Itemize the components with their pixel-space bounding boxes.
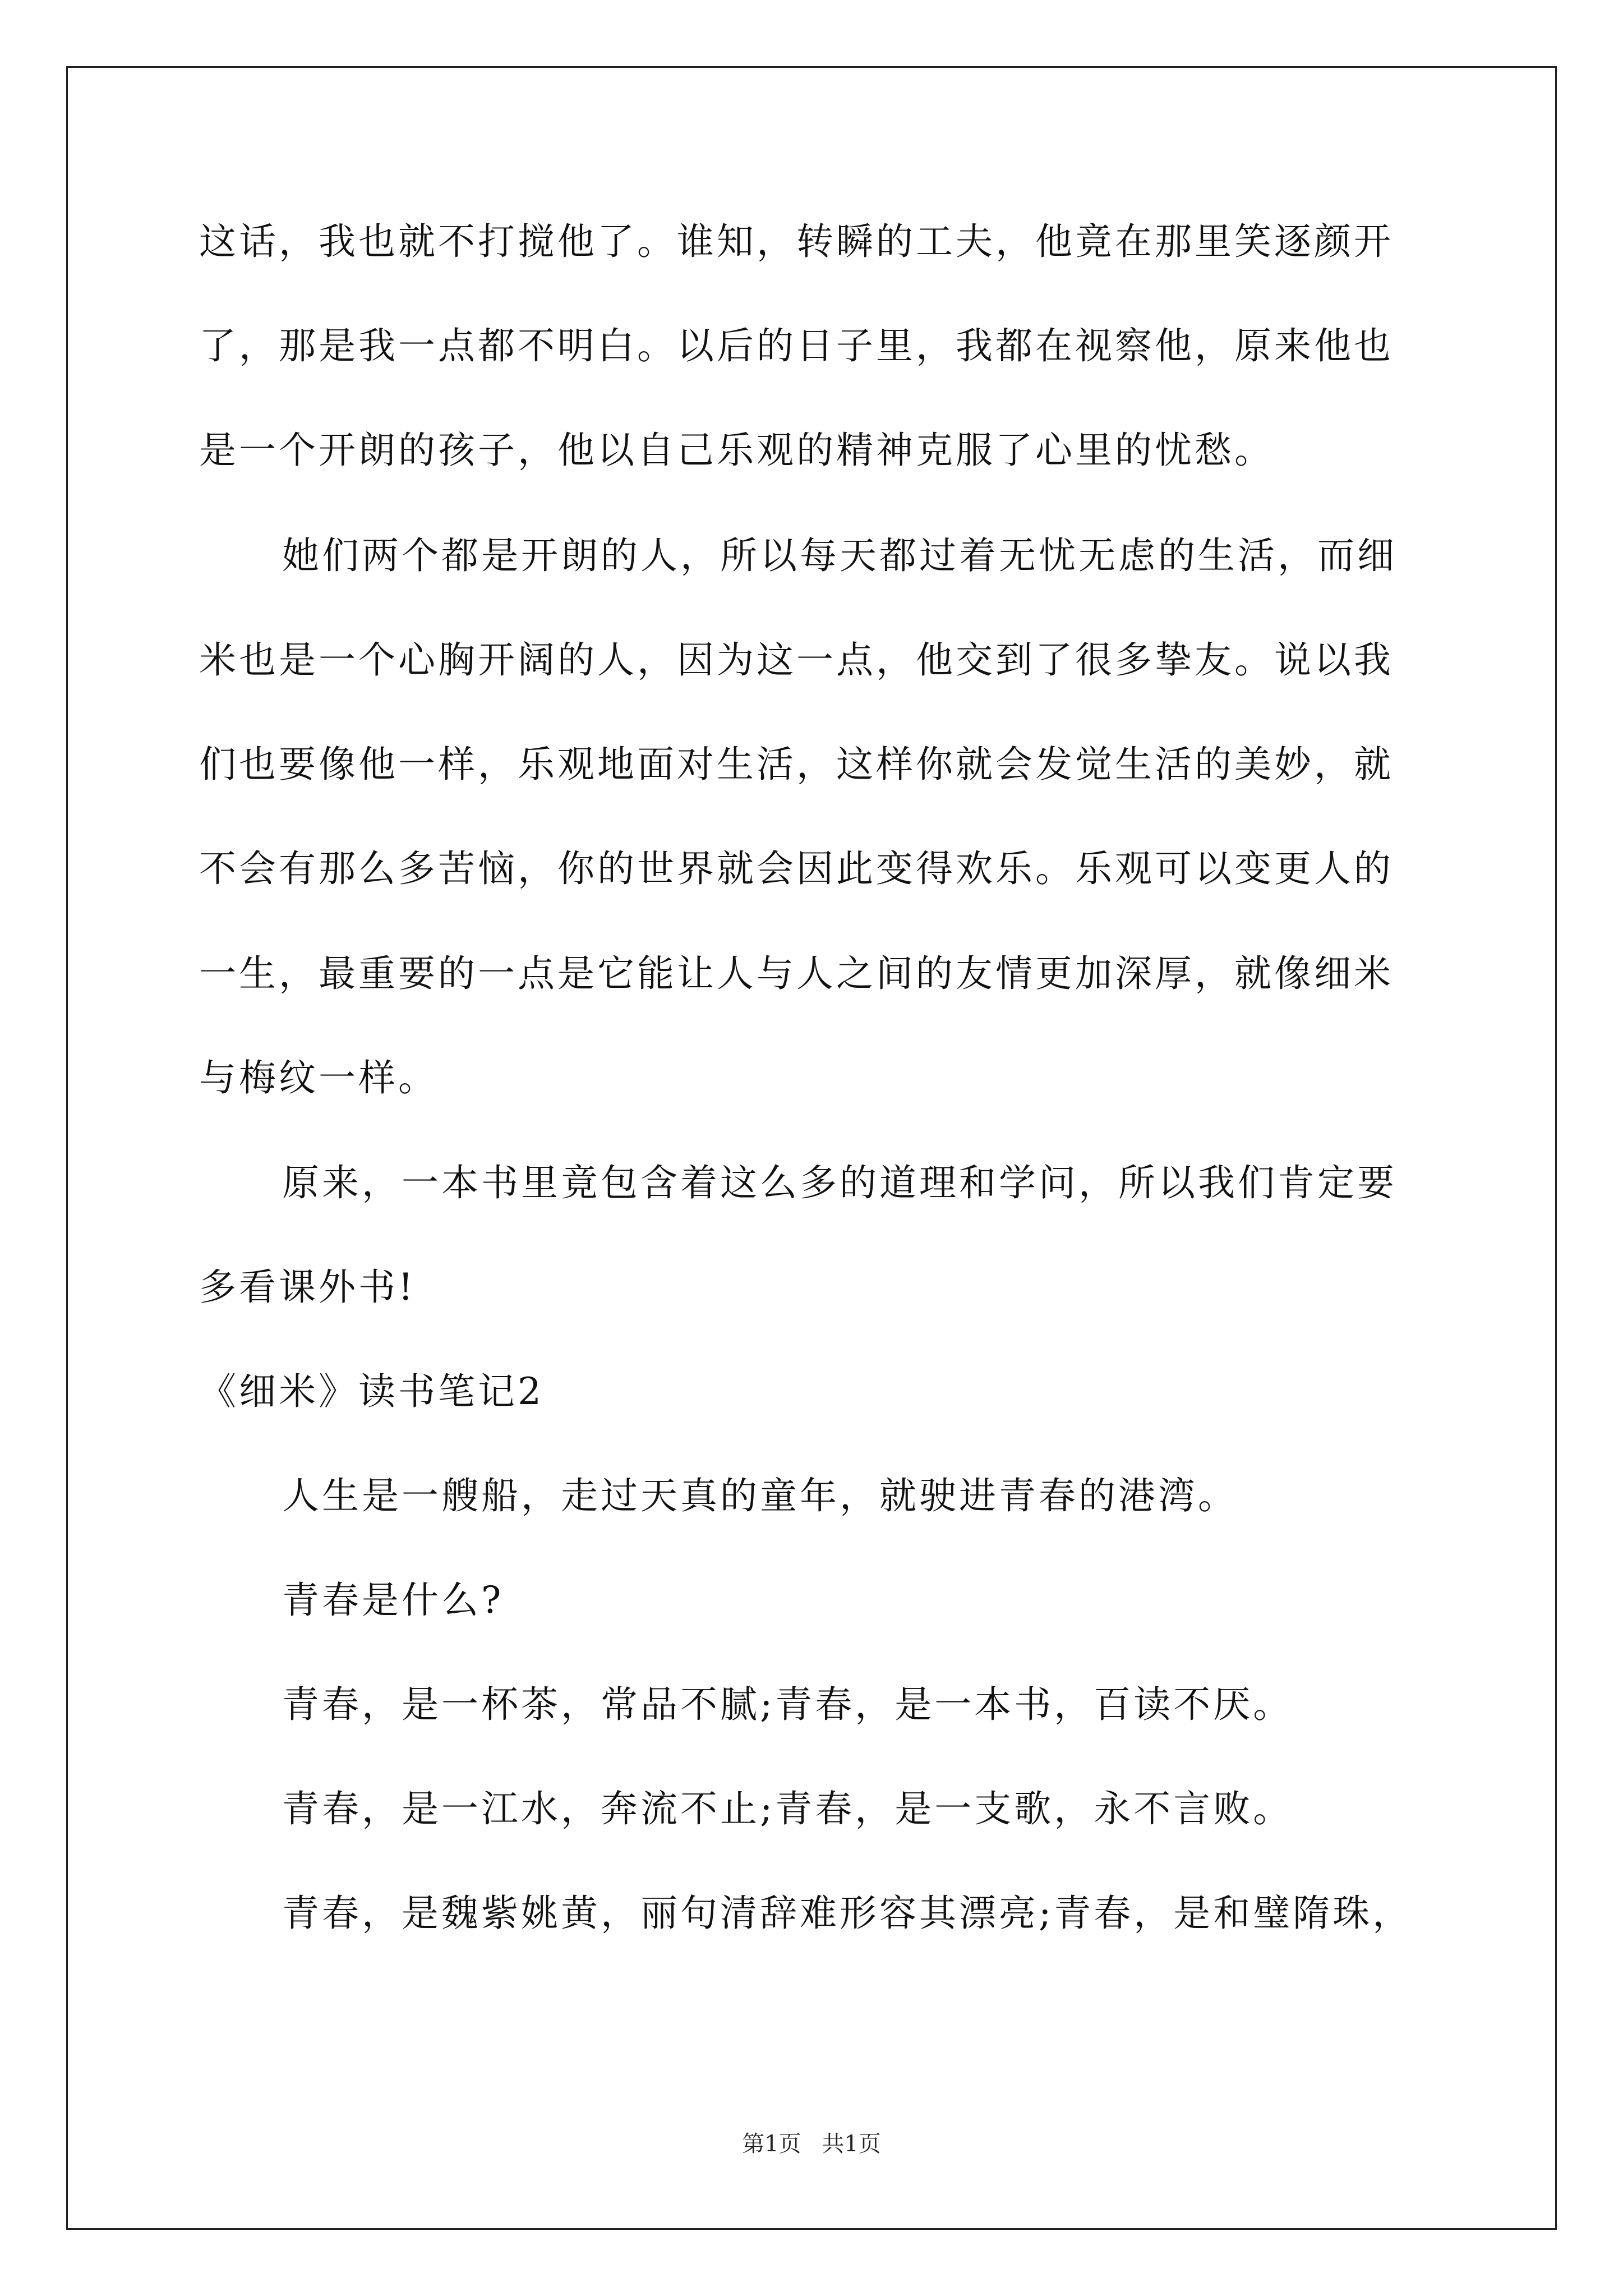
paragraph-line: 与梅纹一样。 (199, 1056, 438, 1099)
page-number-total: 共1页 (822, 2131, 881, 2157)
paragraph-line: 是一个开朗的孩子，他以自己乐观的精神克服了心里的忧愁。 (199, 429, 1274, 472)
paragraph-line: 们也要像他一样，乐观地面对生活，这样你就会发觉生活的美妙，就 (199, 743, 1394, 786)
section-heading: 《细米》读书笔记2 (199, 1370, 544, 1413)
paragraph-line: 青春，是一杯茶，常品不腻;青春，是一本书，百读不厌。 (282, 1683, 1293, 1726)
page-footer (0, 2127, 1623, 2161)
paragraph-line: 青春是什么? (282, 1579, 504, 1622)
paragraph-line: 了，那是我一点都不明白。以后的日子里，我都在视察他，原来他也 (199, 324, 1394, 367)
paragraph-line: 米也是一个心胸开阔的人，因为这一点，他交到了很多挚友。说以我 (199, 638, 1394, 682)
paragraph-line: 多看课外书! (199, 1266, 416, 1309)
paragraph-line: 不会有那么多苦恼，你的世界就会因此变得欢乐。乐观可以变更人的 (199, 847, 1394, 890)
paragraph-line: 青春，是一江水，奔流不止;青春，是一支歌，永不言败。 (282, 1787, 1293, 1830)
paragraph-line: 她们两个都是开朗的人，所以每天都过着无忧无虑的生活，而细 (282, 534, 1397, 577)
paragraph-line: 青春，是魏紫姚黄，丽句清辞难形容其漂亮;青春，是和璧隋珠， (282, 1892, 1413, 1935)
paragraph-line: 原来，一本书里竟包含着这么多的道理和学问，所以我们肯定要 (282, 1161, 1397, 1204)
paragraph-line: 人生是一艘船，走过天真的童年，就驶进青春的港湾。 (282, 1474, 1238, 1517)
paragraph-line: 一生，最重要的一点是它能让人与人之间的友情更加深厚，就像细米 (199, 952, 1394, 995)
page-number-current: 第1页 (742, 2131, 801, 2157)
paragraph-line: 这话，我也就不打搅他了。谁知，转瞬的工夫，他竟在那里笑逐颜开 (199, 220, 1394, 263)
